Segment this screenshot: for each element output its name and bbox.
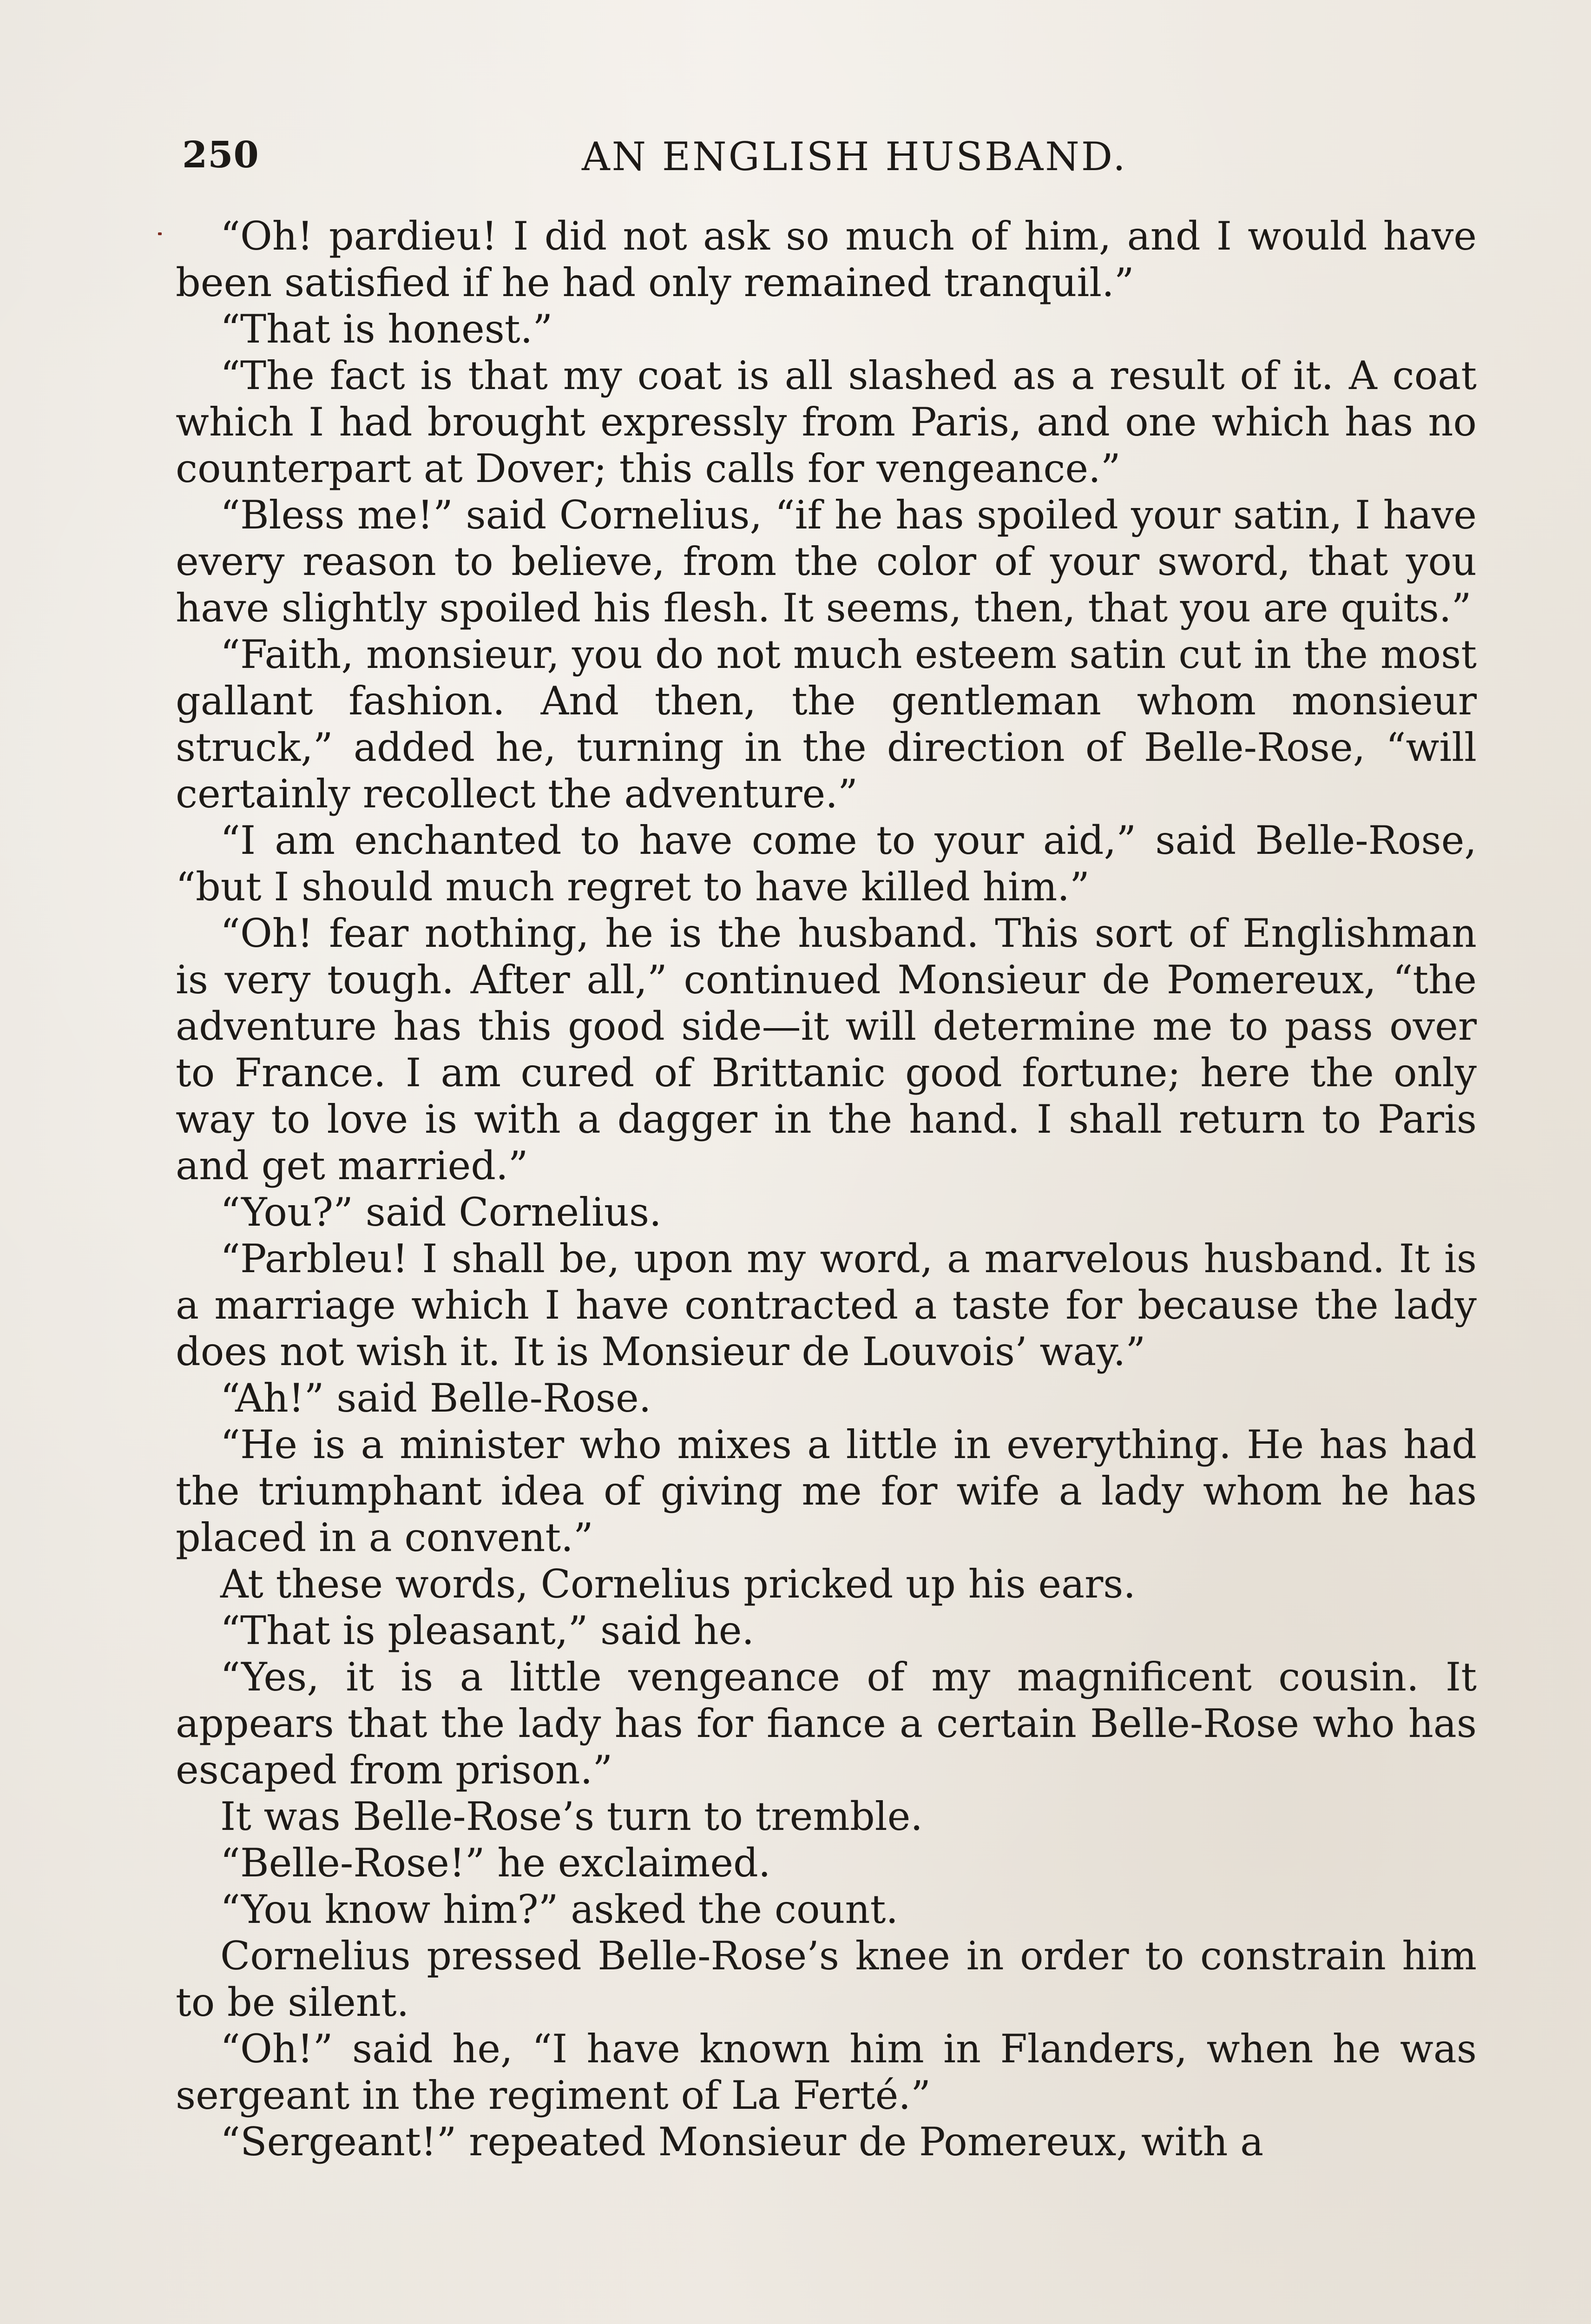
paragraph-12: At these words, Cornelius pricked up his ears. bbox=[220, 1561, 1136, 1607]
paragraph-10: “Ah!” said Belle-Rose. bbox=[220, 1375, 651, 1421]
paragraph-14: “Yes, it is a little vengeance of my magnificent cousin. It appears that the lady has for fiance a certain Belle-Rose who has escaped from prison.” bbox=[176, 1654, 1477, 1793]
paragraph-20: “Sergeant!” repeated Monsieur de Pomereux, with a bbox=[220, 2119, 1264, 2165]
paragraph-2: “That is honest.” bbox=[220, 306, 553, 352]
page-header bbox=[182, 125, 1483, 179]
running-head: AN ENGLISH HUSBAND. bbox=[582, 134, 1127, 179]
paragraph-8: “You?” said Cornelius. bbox=[220, 1189, 662, 1235]
paragraph-18: Cornelius pressed Belle-Rose’s knee in order to constrain him to be silent. bbox=[176, 1933, 1477, 2025]
page-body bbox=[176, 213, 1477, 2165]
page-number: 250 bbox=[182, 134, 259, 176]
paragraph-5: “Faith, monsieur, you do not much esteem satin cut in the most gallant fashion. And then, the gentleman whom monsieur struck,” added he, turning in the direction of Belle-Rose, “will certainly recollect the adventure.” bbox=[176, 632, 1477, 817]
paragraph-11: “He is a minister who mixes a little in everything. He has had the triumphant idea of giving me for wife a lady whom he has placed in a convent.” bbox=[176, 1422, 1477, 1560]
paragraph-17: “You know him?” asked the count. bbox=[220, 1887, 899, 1932]
paragraph-15: It was Belle-Rose’s turn to tremble. bbox=[220, 1794, 923, 1839]
ink-mark bbox=[158, 232, 162, 235]
paragraph-1: “Oh! pardieu! I did not ask so much of him, and I would have been satisfied if he had only remained tranquil.” bbox=[176, 213, 1477, 305]
paragraph-9: “Parbleu! I shall be, upon my word, a marvelous husband. It is a marriage which I have contracted a taste for because the lady does not wish it. It is Monsieur de Louvois’ way.” bbox=[176, 1236, 1477, 1374]
paragraph-13: “That is pleasant,” said he. bbox=[220, 1608, 755, 1653]
paragraph-16: “Belle-Rose!” he exclaimed. bbox=[220, 1840, 771, 1886]
paragraph-6: “I am enchanted to have come to your aid,” said Belle-Rose, “but I should much regret to have killed him.” bbox=[176, 818, 1477, 910]
paragraph-19: “Oh!” said he, “I have known him in Flanders, when he was sergeant in the regiment of La Ferté.” bbox=[176, 2026, 1477, 2118]
paragraph-3: “The fact is that my coat is all slashed as a result of it. A coat which I had brought expressly from Paris, and one which has no counterpart at Dover; this calls for vengeance.” bbox=[176, 353, 1477, 491]
paragraph-4: “Bless me!” said Cornelius, “if he has spoiled your satin, I have every reason to believe, from the color of your sword, that you have slightly spoiled his flesh. It seems, then, that you are quits.” bbox=[176, 492, 1477, 631]
paragraph-7: “Oh! fear nothing, he is the husband. This sort of Englishman is very tough. After all,” continued Monsieur de Pomereux, “the adventure has this good side—it will determine me to pass over to France. I am cured of Brittanic good fortune; here the only way to love is with a dagger in the hand. I shall return to Paris and get married.” bbox=[176, 911, 1477, 1188]
